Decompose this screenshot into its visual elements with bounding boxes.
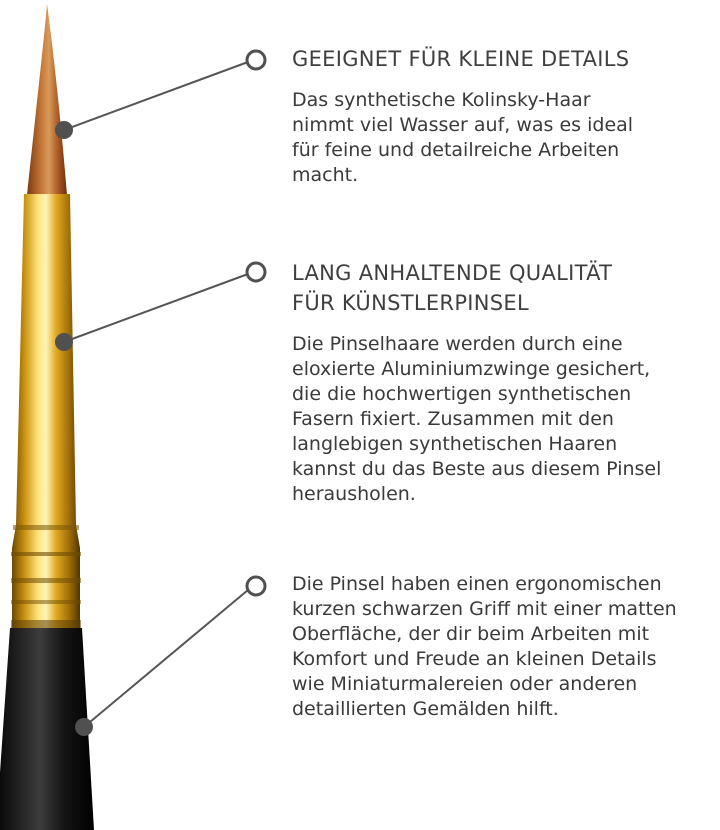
feature-ergonomic-handle [292,572,720,722]
feature-description: Das synthetische Kolinsky-Haar nimmt viel Wasser auf, was es ideal für feine und detailreiche Arbeiten macht. [292,89,634,186]
feature-title: LANG ANHALTENDE QUALITÄT FÜR KÜNSTLERPINSEL [292,261,613,315]
feature-description: Die Pinselhaare werden durch eine eloxierte Aluminiumzwinge gesichert, die die hochwertigen synthetischen Fasern fixiert. Zusammen mit den langlebigen synthetischen Haaren kannst du das Beste aus diesem Pinsel herausholen. [292,333,662,505]
feature-long-lasting-quality [292,258,720,507]
feature-fine-details [292,44,720,188]
feature-title: GEEIGNET FÜR KLEINE DETAILS [292,47,630,71]
feature-description: Die Pinsel haben einen ergonomischen kurzen schwarzen Griff mit einer matten Oberfläche, der dir beim Arbeiten mit Komfort und Freude an kleinen Details wie Miniaturmalereien oder anderen detaillierten Gemälden hilft. [292,573,677,720]
